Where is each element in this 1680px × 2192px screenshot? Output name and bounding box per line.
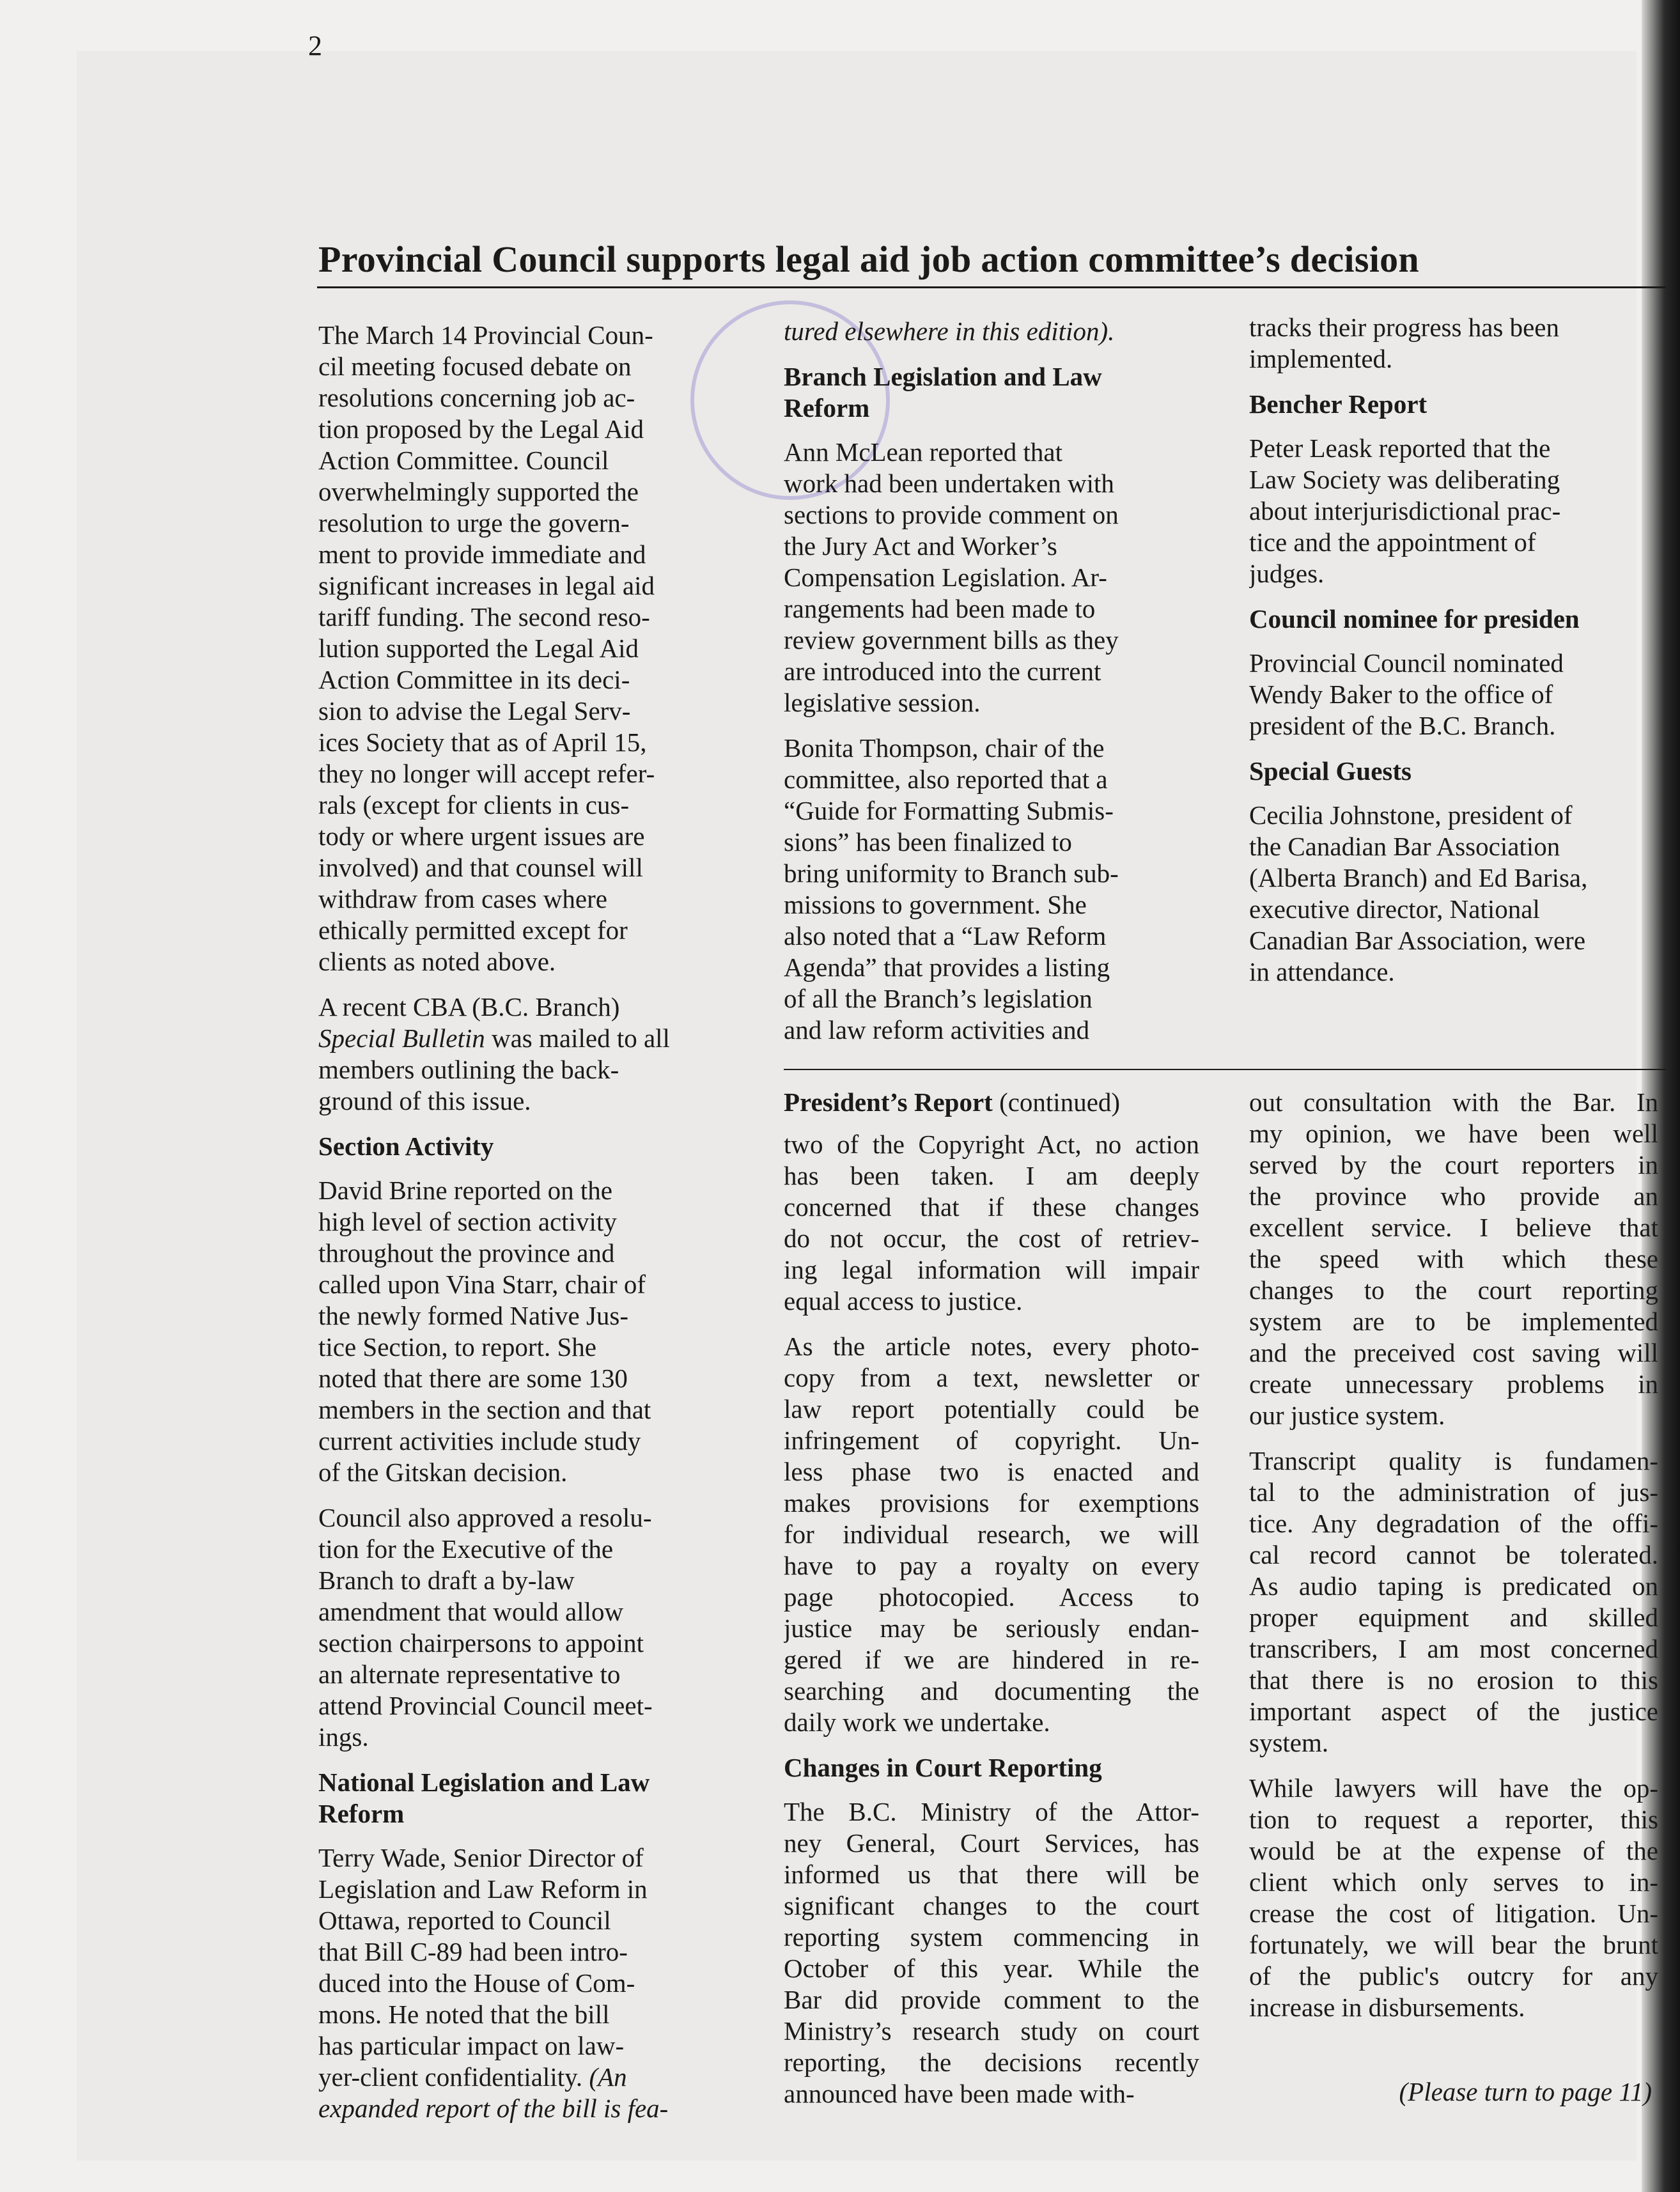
- text-line: Cecilia Johnstone, president of: [1249, 800, 1573, 830]
- text-line: for individual research, we will: [784, 1520, 1199, 1549]
- text-line: have to pay a royalty on every: [784, 1551, 1199, 1580]
- text-line: our justice system.: [1249, 1401, 1445, 1430]
- text-line: Council nominee for presiden: [1249, 604, 1580, 634]
- article-headline: Provincial Council supports legal aid job action committee’s decision: [318, 238, 1419, 280]
- article-column-3: [1249, 312, 1652, 1002]
- text-line: Compensation Legislation. Ar-: [784, 563, 1107, 592]
- text-line: tracks their progress has been: [1249, 313, 1559, 342]
- text-line: informed us that there will be: [784, 1860, 1199, 1889]
- text-line: proper equipment and skilled: [1249, 1603, 1658, 1632]
- text-line: National Legislation and Law: [318, 1768, 650, 1797]
- text-line: As audio taping is predicated on: [1249, 1571, 1658, 1601]
- continued-label: (continued): [992, 1087, 1121, 1117]
- paragraph: [784, 733, 1206, 1046]
- text-line: Section Activity: [318, 1131, 494, 1161]
- text-line: also noted that a “Law Reform: [784, 921, 1107, 951]
- text-line: transcribers, I am most concerned: [1249, 1634, 1658, 1663]
- text-line: of all the Branch’s legislation: [784, 984, 1093, 1013]
- text-line: less phase two is enacted and: [784, 1457, 1199, 1486]
- text-line: ground of this issue.: [318, 1086, 531, 1115]
- text-line: A recent CBA (B.C. Branch): [318, 992, 620, 1022]
- text-line: yer-client confidentiality. (An: [318, 2062, 627, 2092]
- text-line: significant increases in legal aid: [318, 571, 655, 600]
- presidents-report-title: President’s Report: [784, 1087, 993, 1117]
- text-line: Bencher Report: [1249, 389, 1427, 419]
- text-line: members outlining the back-: [318, 1055, 619, 1084]
- text-line: and the preceived cost saving will: [1249, 1338, 1658, 1367]
- text-line: system are to be implemented: [1249, 1307, 1658, 1336]
- text-line: sions” has been finalized to: [784, 827, 1072, 857]
- text-line: announced have been made with-: [784, 2079, 1135, 2108]
- text-line: important aspect of the justice: [1249, 1697, 1658, 1726]
- paragraph: [784, 437, 1206, 719]
- text-line: rals (except for clients in cus-: [318, 790, 630, 820]
- section-heading: [1249, 389, 1652, 420]
- text-line: overwhelmingly supported the: [318, 477, 639, 506]
- section-divider-rule: [784, 1069, 1666, 1070]
- text-line: Ministry’s research study on court: [784, 2016, 1199, 2046]
- presidents-report-column-3: [1249, 1087, 1658, 2037]
- text-line: withdraw from cases where: [318, 884, 607, 913]
- text-line: ney General, Court Services, has: [784, 1828, 1199, 1858]
- text-line: Reform: [318, 1799, 405, 1828]
- paragraph: [1249, 1087, 1658, 1431]
- text-line: system.: [1249, 1728, 1329, 1757]
- text-line: and law reform activities and: [784, 1015, 1090, 1045]
- presidents-report-column-2: [784, 1129, 1199, 2124]
- text-line: do not occur, the cost of retriev-: [784, 1224, 1199, 1253]
- text-line: significant changes to the court: [784, 1891, 1199, 1920]
- text-line: current activities include study: [318, 1426, 641, 1456]
- paragraph: [1249, 433, 1652, 589]
- text-line: October of this year. While the: [784, 1954, 1199, 1983]
- text-line: of the public's outcry for any: [1249, 1961, 1658, 1991]
- text-line: gered if we are hindered in re-: [784, 1645, 1199, 1674]
- text-line: an alternate representative to: [318, 1660, 621, 1689]
- text-line: Special Guests: [1249, 756, 1412, 786]
- text-line: Council also approved a resolu-: [318, 1503, 652, 1532]
- text-line: missions to government. She: [784, 890, 1087, 919]
- paragraph: [318, 1502, 740, 1753]
- paragraph: [318, 991, 740, 1117]
- text-line: the province who provide an: [1249, 1181, 1658, 1211]
- text-line: Agenda” that provides a listing: [784, 952, 1110, 982]
- text-line: searching and documenting the: [784, 1676, 1199, 1706]
- text-line: executive director, National: [1249, 894, 1540, 924]
- section-heading: [1249, 603, 1652, 635]
- text-line: Transcript quality is fundamen-: [1249, 1446, 1658, 1475]
- text-line: Provincial Council nominated: [1249, 648, 1564, 678]
- text-line: of the Gitskan decision.: [318, 1457, 568, 1487]
- paragraph: [784, 1129, 1199, 1317]
- text-line: While lawyers will have the op-: [1249, 1773, 1658, 1803]
- text-line: tariff funding. The second reso-: [318, 602, 650, 632]
- text-line: duced into the House of Com-: [318, 1968, 635, 1998]
- text-line: Legislation and Law Reform in: [318, 1874, 648, 1904]
- text-line: tice and the appointment of: [1249, 527, 1536, 557]
- text-line: has been taken. I am deeply: [784, 1161, 1199, 1190]
- presidents-report-heading: [784, 1087, 1231, 1118]
- text-line: called upon Vina Starr, chair of: [318, 1270, 646, 1299]
- text-line: The March 14 Provincial Coun-: [318, 320, 653, 350]
- headline-rule: [317, 286, 1666, 288]
- text-line: about interjurisdictional prac-: [1249, 496, 1561, 525]
- text-line: the Jury Act and Worker’s: [784, 531, 1057, 561]
- text-line: that Bill C-89 had been intro-: [318, 1937, 628, 1966]
- text-line: attend Provincial Council meet-: [318, 1691, 653, 1720]
- text-line: bring uniformity to Branch sub-: [784, 859, 1119, 888]
- text-line: client which only serves to in-: [1249, 1867, 1658, 1897]
- text-line: create unnecessary problems in: [1249, 1369, 1658, 1399]
- text-line: tion to request a reporter, this: [1249, 1805, 1658, 1834]
- text-line: reporting, the decisions recently: [784, 2048, 1199, 2077]
- continued-on-page-note: (Please turn to page 11): [1399, 2077, 1652, 2106]
- text-line: tal to the administration of jus-: [1249, 1477, 1658, 1507]
- section-heading: [1249, 756, 1652, 787]
- text-line: implemented.: [1249, 344, 1393, 373]
- text-line: throughout the province and: [318, 1238, 615, 1268]
- article-column-2: [784, 316, 1206, 1060]
- text-line: resolutions concerning job ac-: [318, 383, 635, 412]
- text-line: ings.: [318, 1722, 369, 1752]
- text-line: noted that there are some 130: [318, 1364, 628, 1393]
- text-line: crease the cost of litigation. Un-: [1249, 1899, 1658, 1928]
- section-heading: [784, 1752, 1199, 1784]
- text-line: Wendy Baker to the office of: [1249, 680, 1553, 709]
- text-line: ing legal information will impair: [784, 1255, 1199, 1284]
- text-line: tion for the Executive of the: [318, 1534, 614, 1564]
- text-line: The B.C. Ministry of the Attor-: [784, 1797, 1199, 1826]
- text-line: David Brine reported on the: [318, 1176, 612, 1205]
- text-line: daily work we undertake.: [784, 1707, 1050, 1737]
- text-line: clients as noted above.: [318, 947, 556, 976]
- paragraph: [318, 1842, 740, 2124]
- text-line: the newly formed Native Jus-: [318, 1301, 629, 1330]
- text-line: copy from a text, newsletter or: [784, 1363, 1199, 1392]
- text-line: legislative session.: [784, 688, 981, 717]
- text-line: Branch to draft a by-law: [318, 1566, 575, 1595]
- text-line: expanded report of the bill is fea-: [318, 2094, 669, 2123]
- page-number: 2: [308, 30, 322, 61]
- section-heading: [784, 361, 1206, 424]
- text-line: makes provisions for exemptions: [784, 1488, 1199, 1518]
- text-line: president of the B.C. Branch.: [1249, 711, 1556, 740]
- section-heading: [318, 1767, 740, 1830]
- text-line: review government bills as they: [784, 625, 1119, 655]
- text-line: sion to advise the Legal Serv-: [318, 696, 631, 726]
- text-line: rangements had been made to: [784, 594, 1096, 623]
- paragraph: [318, 1175, 740, 1488]
- text-line: members in the section and that: [318, 1395, 651, 1424]
- text-line: Bar did provide comment to the: [784, 1985, 1199, 2014]
- text-line: “Guide for Formatting Submis-: [784, 796, 1114, 825]
- text-line: ices Society that as of April 15,: [318, 727, 647, 757]
- text-line: equal access to justice.: [784, 1286, 1023, 1316]
- paragraph: [784, 1796, 1199, 2110]
- text-line: justice may be seriously endan-: [784, 1613, 1199, 1643]
- text-line: committee, also reported that a: [784, 765, 1108, 794]
- text-line: they no longer will accept refer-: [318, 759, 655, 788]
- paragraph: [784, 1331, 1199, 1738]
- text-line: Action Committee. Council: [318, 446, 609, 475]
- text-line: increase in disbursements.: [1249, 1993, 1525, 2022]
- text-line: As the article notes, every photo-: [784, 1332, 1199, 1361]
- text-line: served by the court reporters in: [1249, 1150, 1658, 1179]
- text-line: judges.: [1249, 559, 1325, 588]
- text-line: Peter Leask reported that the: [1249, 433, 1551, 463]
- section-heading: [318, 1131, 740, 1162]
- text-line: tice. Any degradation of the offi-: [1249, 1509, 1658, 1538]
- text-line: fortunately, we will bear the brunt: [1249, 1930, 1658, 1959]
- text-line: sections to provide comment on: [784, 500, 1119, 529]
- text-line: Branch Legislation and Law: [784, 362, 1102, 391]
- text-line: mons. He noted that the bill: [318, 2000, 610, 2029]
- text-line: page photocopied. Access to: [784, 1582, 1199, 1612]
- text-line: Terry Wade, Senior Director of: [318, 1843, 644, 1872]
- text-line: changes to the court reporting: [1249, 1275, 1658, 1305]
- text-line: ment to provide immediate and: [318, 540, 646, 569]
- paragraph: [1249, 800, 1652, 988]
- text-line: amendment that would allow: [318, 1597, 624, 1626]
- text-line: the Canadian Bar Association: [1249, 832, 1560, 861]
- text-line: two of the Copyright Act, no action: [784, 1130, 1199, 1159]
- text-line: lution supported the Legal Aid: [318, 634, 639, 663]
- text-line: in attendance.: [1249, 957, 1395, 986]
- text-line: excellent service. I believe that: [1249, 1213, 1658, 1242]
- text-line: law report potentially could be: [784, 1394, 1199, 1424]
- article-column-1: [318, 320, 740, 2138]
- text-line: my opinion, we have been well: [1249, 1119, 1658, 1148]
- paragraph: [1249, 1445, 1658, 1759]
- paragraph: [784, 316, 1206, 347]
- text-line: would be at the expense of the: [1249, 1836, 1658, 1865]
- text-line: Canadian Bar Association, were: [1249, 926, 1586, 955]
- text-line: involved) and that counsel will: [318, 853, 643, 882]
- text-line: Action Committee in its deci-: [318, 665, 630, 694]
- text-line: Bonita Thompson, chair of the: [784, 733, 1105, 763]
- text-line: high level of section activity: [318, 1207, 617, 1236]
- text-line: Reform: [784, 393, 870, 423]
- paragraph: [1249, 312, 1652, 375]
- text-line: reporting system commencing in: [784, 1922, 1199, 1952]
- text-line: concerned that if these changes: [784, 1192, 1199, 1222]
- text-line: Special Bulletin was mailed to all: [318, 1023, 670, 1053]
- paragraph: [318, 320, 740, 977]
- text-line: Law Society was deliberating: [1249, 465, 1560, 494]
- paragraph: [1249, 648, 1652, 742]
- text-line: Changes in Court Reporting: [784, 1753, 1102, 1782]
- text-line: Ottawa, reported to Council: [318, 1906, 611, 1935]
- text-line: ethically permitted except for: [318, 915, 628, 945]
- text-line: infringement of copyright. Un-: [784, 1426, 1199, 1455]
- text-line: section chairpersons to appoint: [318, 1628, 644, 1658]
- text-line: the speed with which these: [1249, 1244, 1658, 1273]
- text-line: tice Section, to report. She: [318, 1332, 596, 1362]
- text-line: tured elsewhere in this edition).: [784, 316, 1115, 346]
- text-line: work had been undertaken with: [784, 469, 1114, 498]
- text-line: cil meeting focused debate on: [318, 352, 632, 381]
- text-line: (Alberta Branch) and Ed Barisa,: [1249, 863, 1588, 892]
- text-line: Ann McLean reported that: [784, 437, 1063, 467]
- text-line: out consultation with the Bar. In: [1249, 1087, 1658, 1117]
- text-line: cal record cannot be tolerated.: [1249, 1540, 1658, 1569]
- text-line: tion proposed by the Legal Aid: [318, 414, 644, 444]
- text-line: has particular impact on law-: [318, 2031, 625, 2060]
- text-line: tody or where urgent issues are: [318, 821, 645, 851]
- text-line: resolution to urge the govern-: [318, 508, 630, 538]
- paragraph: [1249, 1773, 1658, 2023]
- text-line: are introduced into the current: [784, 657, 1101, 686]
- text-line: that there is no erosion to this: [1249, 1665, 1658, 1695]
